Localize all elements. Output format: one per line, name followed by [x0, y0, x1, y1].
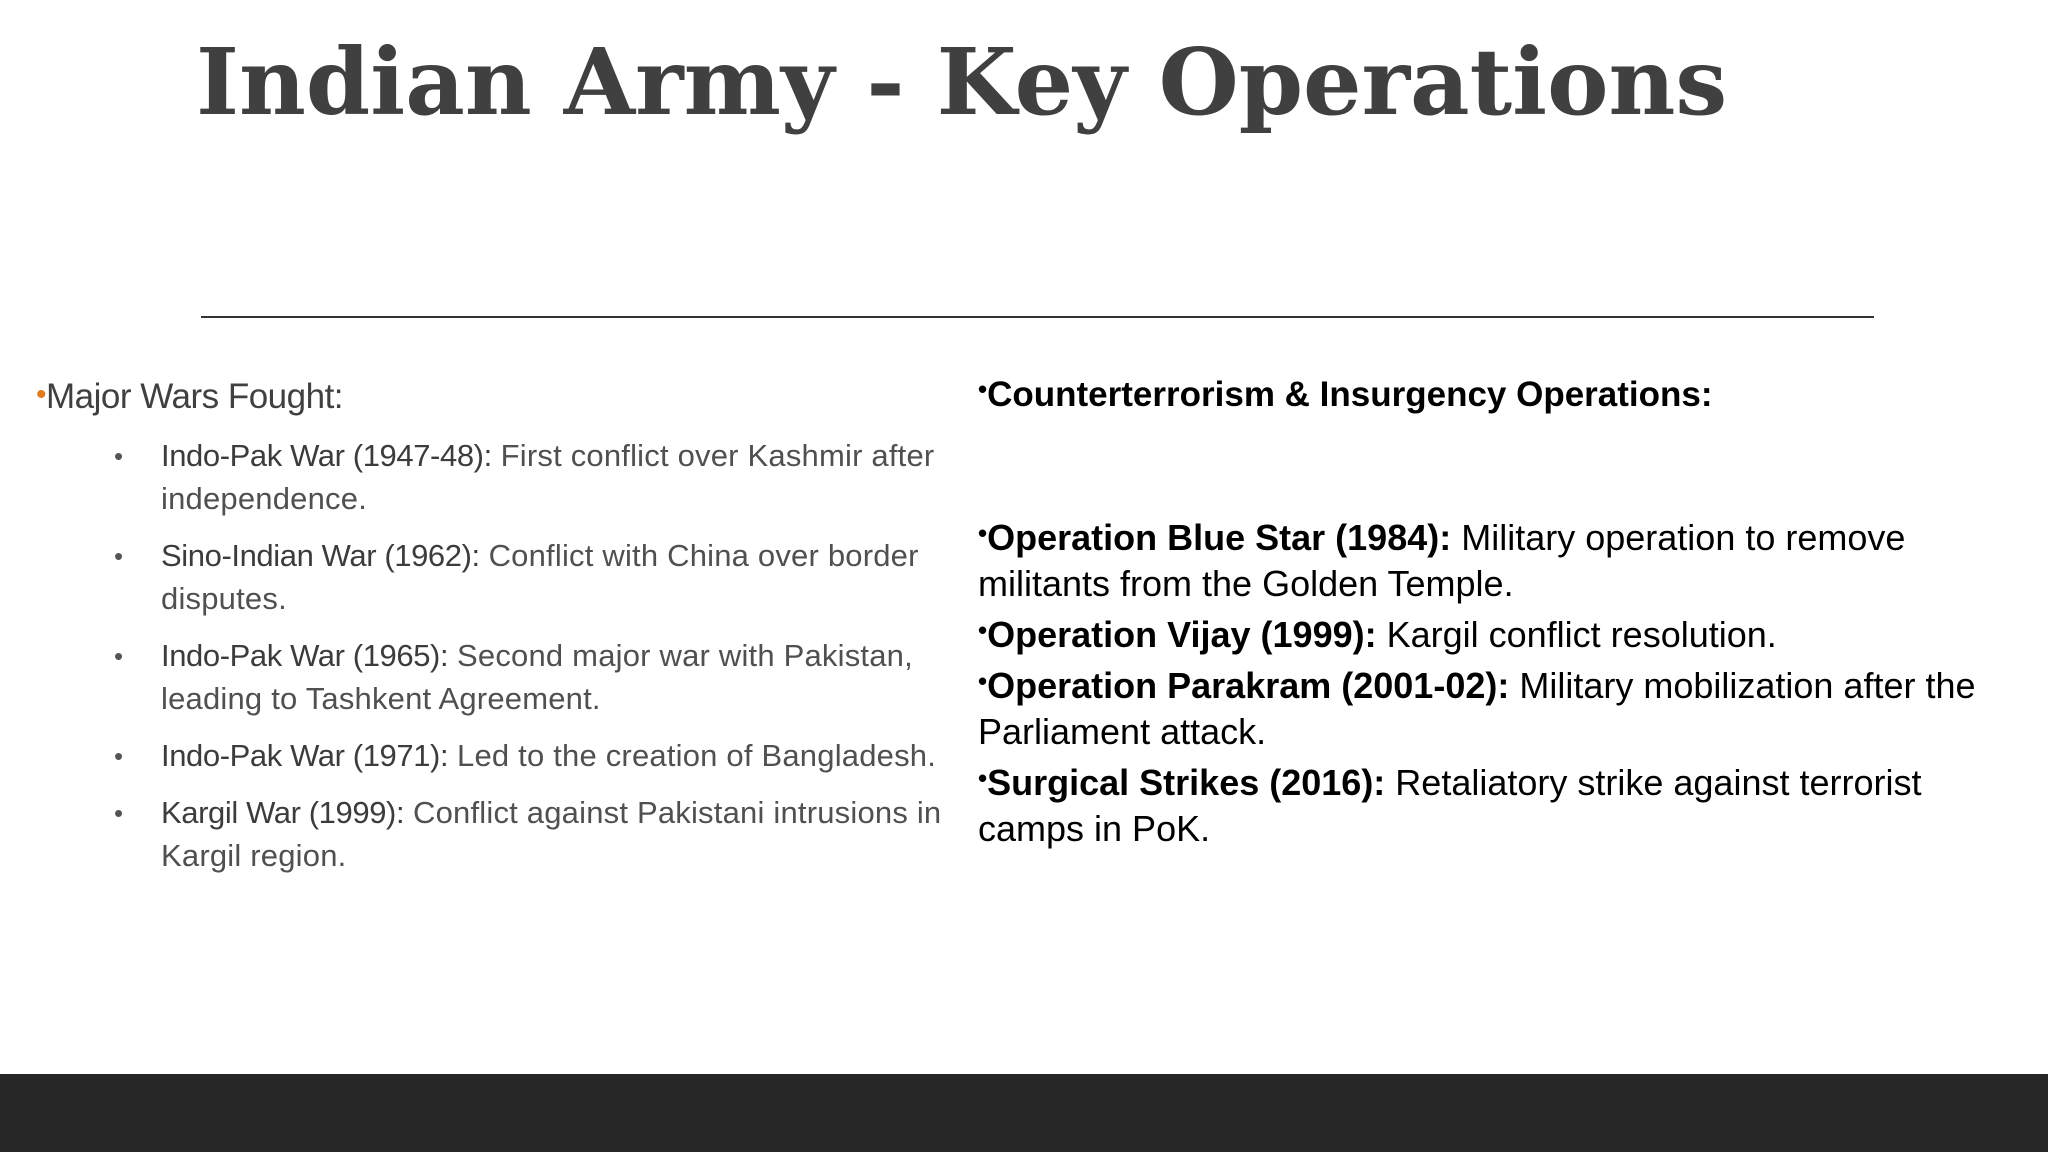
list-item	[36, 791, 956, 877]
operation-description: Kargil conflict resolution.	[1376, 614, 1777, 655]
war-description: Conflict against Pakistani intrusions in Kargil region.	[161, 795, 942, 873]
war-name: Sino-Indian War (1962):	[161, 538, 480, 573]
list-item	[36, 634, 956, 720]
bullet-icon: •	[114, 641, 124, 671]
footer-bar	[0, 1074, 2048, 1152]
war-description: First conflict over Kashmir after independence.	[161, 438, 935, 516]
operation-name: Operation Blue Star (1984):	[987, 517, 1452, 558]
operation-description: Military operation to remove militants from the Golden Temple.	[978, 517, 1906, 604]
title-divider	[201, 316, 1874, 318]
bullet-icon: •	[978, 615, 988, 645]
orange-bullet-icon: •	[36, 378, 47, 411]
major-wars-heading	[36, 370, 956, 422]
slide-title: Indian Army - Key Operations	[196, 28, 1728, 136]
counterterrorism-heading	[978, 366, 2008, 418]
bullet-icon: •	[114, 541, 124, 571]
operation-name: Operation Vijay (1999):	[987, 614, 1377, 655]
operation-name: Surgical Strikes (2016):	[987, 762, 1386, 803]
war-name: Kargil War (1999):	[161, 795, 405, 830]
operation-name: Operation Parakram (2001-02):	[987, 665, 1510, 706]
bullet-icon: •	[978, 763, 988, 793]
list-item	[978, 658, 2008, 755]
counterterrorism-heading-text: Counterterrorism & Insurgency Operations:	[987, 375, 1713, 414]
list-item	[36, 434, 956, 520]
wars-list	[36, 434, 956, 877]
operation-description: Retaliatory strike against terrorist camps in PoK.	[978, 762, 1922, 849]
war-name: Indo-Pak War (1971):	[161, 738, 449, 773]
major-wars-heading-text: Major Wars Fought:	[46, 377, 344, 416]
counterterrorism-section	[978, 366, 2008, 852]
war-description: Second major war with Pakistan, leading to Tashkent Agreement.	[161, 638, 913, 716]
war-name: Indo-Pak War (1947-48):	[161, 438, 492, 473]
bullet-icon: •	[978, 666, 988, 696]
war-description: Led to the creation of Bangladesh.	[448, 738, 937, 773]
war-description: Conflict with China over border disputes.	[161, 538, 919, 616]
list-item	[978, 510, 2008, 607]
bullet-icon: •	[114, 441, 124, 471]
list-item	[978, 755, 2008, 852]
bullet-icon: •	[114, 798, 124, 828]
list-item	[36, 734, 956, 777]
operation-description: Military mobilization after the Parliament attack.	[978, 665, 1976, 752]
war-name: Indo-Pak War (1965):	[161, 638, 449, 673]
operations-list	[978, 510, 2008, 852]
bullet-icon: •	[978, 374, 988, 404]
bullet-icon: •	[114, 741, 124, 771]
major-wars-section	[36, 370, 956, 877]
list-item	[36, 534, 956, 620]
list-item	[978, 607, 2008, 658]
bullet-icon: •	[978, 518, 988, 548]
